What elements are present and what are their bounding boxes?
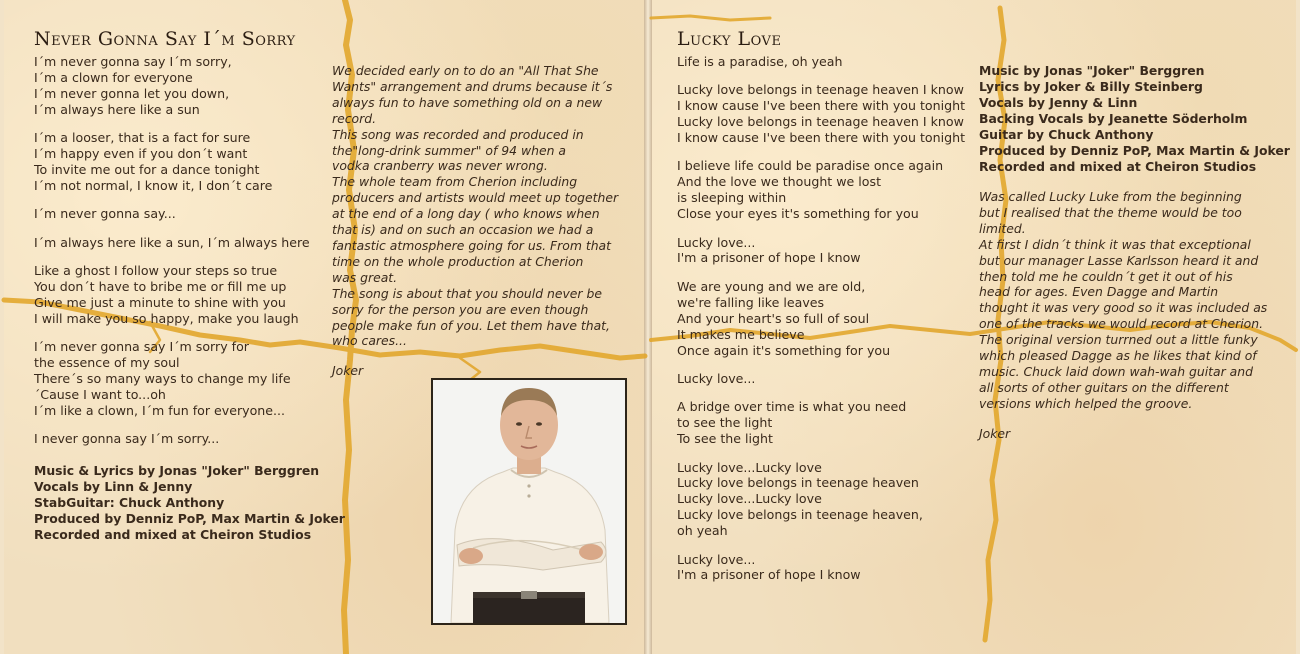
note-line: sorry for the person you are even though [332,301,589,317]
lyric-line: Lucky love... [677,234,756,250]
credit-line: Produced by Denniz PoP, Max Martin & Joker [979,143,1290,158]
note-line: the"long-drink summer" of 94 when a [332,142,567,158]
note-line: but our manager Lasse Karlsson heard it and [979,252,1259,268]
note-line: We decided early on to do an "All That She [332,63,599,78]
lyric-line: I´m happy even if you don´t want [34,145,248,161]
note-line: one of the tracks we would record at Cherion. [979,316,1264,332]
lyric-line: Once again it's something for you [677,342,891,358]
lyric-line: To invite me out for a dance tonight [34,161,260,177]
lyric-line: I´m like a clown, I´m fun for everyone... [34,402,286,418]
lyric-line: Lucky love belongs in teenage heaven I know [677,114,964,130]
liner-notes [332,63,632,349]
lyrics-block [677,54,973,583]
artist-photo [431,378,627,625]
lyric-line: to see the light [677,415,773,431]
lyric-line: the essence of my soul [34,355,180,370]
note-line: thought it was very good so it was included as [979,300,1268,316]
lyric-line: Lucky love belongs in teenage heaven I know [677,82,964,98]
note-line: but I realised that the theme would be too [979,204,1242,220]
note-line: head for ages. Even Dagge and Martin [979,284,1219,300]
credits-block [979,63,1289,175]
note-line: The original version turrned out a little funky [979,332,1258,348]
lyric-line: To see the light [677,431,773,447]
note-line: was great. [332,269,398,285]
note-line: Was called Lucky Luke from the beginning [979,189,1242,204]
credit-line: Vocals by Jenny & Linn [979,95,1138,110]
stanza [34,206,330,222]
booklet-spine [644,0,652,654]
credit-line: StabGuitar: Chuck Anthony [34,495,225,511]
stanza [677,54,973,70]
credit-line: Music by Jonas "Joker" Berggren [979,63,1205,78]
credit-line: Music & Lyrics by Jonas "Joker" Berggren [34,463,320,479]
note-line: limited. [979,220,1026,236]
song-title: Lucky Love [677,28,782,50]
lyric-line: oh yeah [677,523,728,539]
credit-line: Lyrics by Joker & Billy Steinberg [979,79,1203,94]
lyric-line: And the love we thought we lost [677,174,882,190]
stanza [34,431,330,447]
note-line: fantastic atmosphere going for us. From that [332,237,612,253]
stanza [677,399,973,447]
stanza [677,82,973,146]
lyric-line: I´m never gonna say I´m sorry, [34,53,232,69]
lyric-line: And your heart's so full of soul [677,310,870,326]
lyric-line: Lucky love...Lucky love [677,459,822,475]
liner-notes [979,189,1289,412]
lyric-line: I'm a prisoner of hope I know [677,250,861,266]
left-notes-column [332,63,632,379]
lyric-line: I will make you so happy, make you laugh [34,310,299,326]
note-line: always fun to have something old on a new [332,94,603,110]
credit-line: Vocals by Linn & Jenny [34,479,193,495]
song-title: Never Gonna Say I´m Sorry [34,28,296,50]
lyrics-block [34,54,330,447]
lyric-line: I´m not normal, I know it, I don´t care [34,177,273,193]
stanza [34,54,330,118]
lyric-line: Like a ghost I follow your steps so true [34,262,278,278]
lyric-line: I believe life could be paradise once again [677,158,944,174]
lyric-line: It makes me believe [677,326,805,342]
stanza [677,158,973,222]
lyric-line: Life is a paradise, oh yeah [677,53,843,69]
lyric-line: Give me just a minute to shine with you [34,294,286,310]
note-line: The song is about that you should never be [332,285,602,301]
credit-line: Recorded and mixed at Cheiron Studios [979,159,1257,174]
note-line: record. [332,110,377,126]
note-line: Wants" arrangement and drums because it´s [332,78,613,94]
credit-line: Backing Vocals by Jeanette Söderholm [979,111,1248,126]
lyric-line: I´m always here like a sun, I´m always here [34,234,310,250]
lyric-line: is sleeping within [677,190,787,206]
note-line: people make fun of you. Let them have that, [332,317,610,333]
lyric-line: There´s so many ways to change my life [34,370,291,386]
signature: Joker [979,425,1011,441]
note-line: music. Chuck laid down wah-wah guitar and [979,363,1253,379]
lyric-line: Close your eyes it's something for you [677,206,919,222]
note-line: At first I didn´t think it was that exceptional [979,236,1251,252]
note-line: The whole team from Cherion including [332,174,578,190]
note-line: versions which helped the groove. [979,395,1193,411]
stanza [677,460,973,540]
man-portrait-illustration [433,380,625,623]
lyric-line: I´m a clown for everyone [34,69,193,85]
lyric-line: I´m never gonna say... [34,206,176,222]
left-lyrics-column [34,28,345,543]
lyric-line: Lucky love belongs in teenage heaven, [677,507,923,523]
note-line: producers and artists would meet up together [332,190,619,206]
lyric-line: I know cause I've been there with you tonight [677,130,966,146]
signature: Joker [332,363,364,379]
right-notes-column [979,63,1289,442]
lyric-line: I´m always here like a sun [34,101,200,117]
note-line: then told me he couldn´t get it out of his [979,268,1233,284]
lyric-line: we're falling like leaves [677,294,825,310]
right-lyrics-column [677,28,973,596]
lyric-line: Lucky love belongs in teenage heaven [677,475,919,491]
credit-line: Recorded and mixed at Cheiron Studios [34,527,312,543]
stanza [677,235,973,267]
lyric-line: I´m never gonna let you down, [34,85,230,101]
note-line: vodka cranberry was never wrong. [332,158,548,174]
lyric-line: I´m never gonna say I´m sorry for [34,339,249,355]
stanza [34,339,330,419]
lyric-line: I know cause I've been there with you tonight [677,98,966,114]
credits-block [34,463,345,543]
note-line: that is) and on such an occasion we had a [332,222,594,238]
credit-line: Produced by Denniz PoP, Max Martin & Joker [34,511,345,527]
lyric-line: ´Cause I want to...oh [34,386,166,402]
credit-line: Guitar by Chuck Anthony [979,127,1154,142]
stanza [34,130,330,194]
note-line: at the end of a long day ( who knows when [332,206,600,222]
note-line: This song was recorded and produced in [332,126,584,142]
lyric-line: Lucky love...Lucky love [677,491,822,507]
note-line: all sorts of other guitars on the different [979,379,1229,395]
lyric-line: Lucky love... [677,551,756,567]
stanza [677,552,973,584]
stanza [677,279,973,359]
note-line: which pleased Dagge as he likes that kind of [979,348,1257,364]
lyric-line: We are young and we are old, [677,278,866,294]
stanza [34,263,330,327]
note-line: time on the whole production at Cherion [332,253,584,269]
lyric-line: I'm a prisoner of hope I know [677,567,861,583]
lyric-line: Lucky love... [677,370,756,386]
lyric-line: A bridge over time is what you need [677,399,907,415]
lyric-line: You don´t have to bribe me or fill me up [34,278,287,294]
stanza [34,235,330,251]
lyric-line: I´m a looser, that is a fact for sure [34,130,251,146]
note-line: who cares... [332,333,407,349]
lyric-line: I never gonna say I´m sorry... [34,431,220,447]
stanza [677,371,973,387]
